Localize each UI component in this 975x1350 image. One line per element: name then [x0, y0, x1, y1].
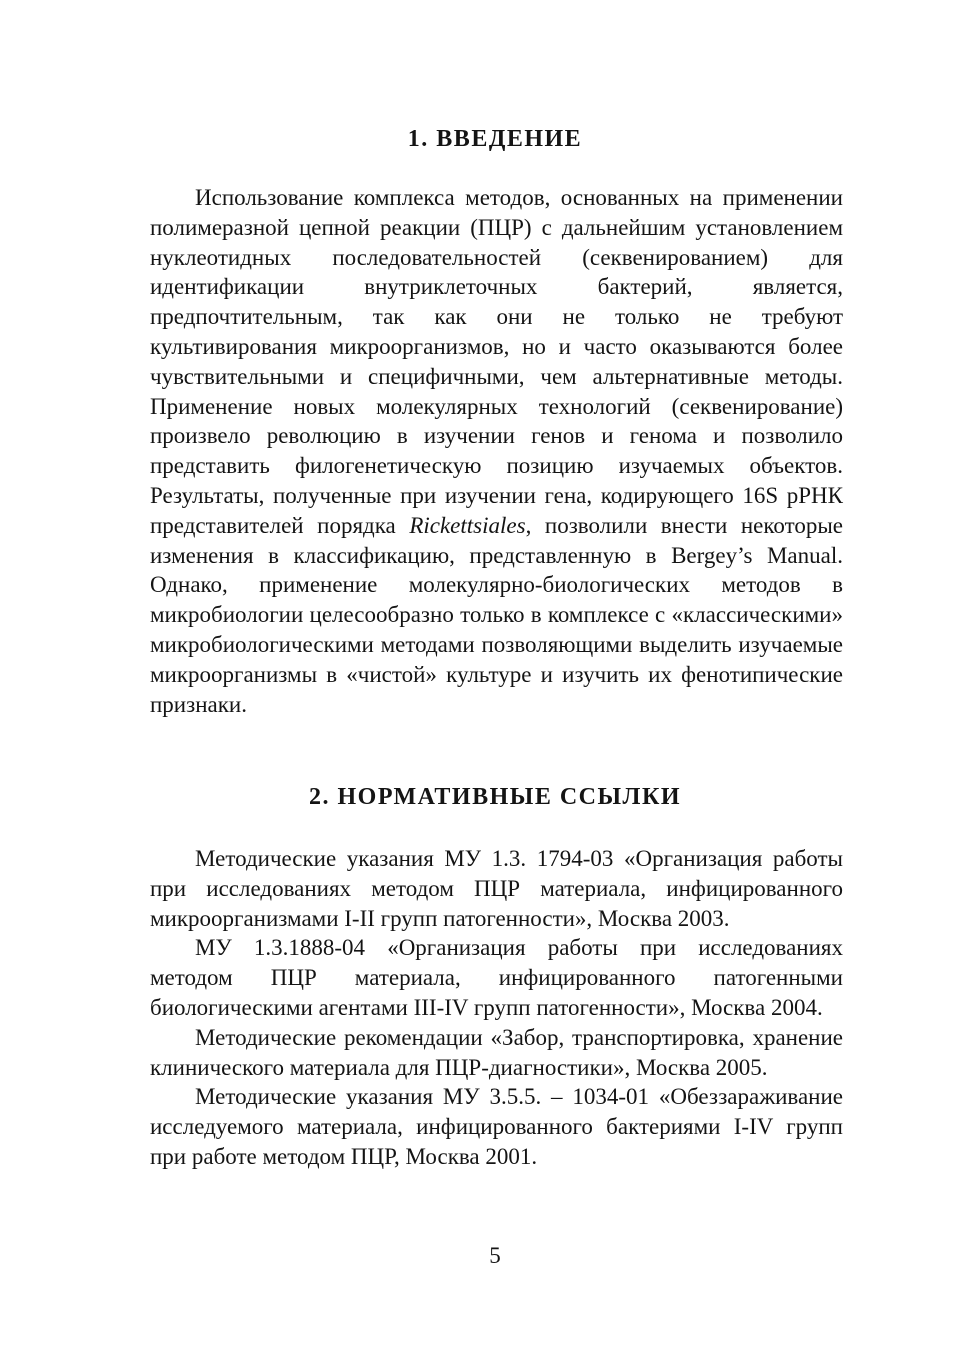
section-heading-normative-references: 2. НОРМАТИВНЫЕ ССЫЛКИ [308, 784, 682, 810]
reference-item: Методические рекомендации «Забор, транспортировка, хранение клинического материала для ПЦР-диагностики», Москва 2005. [150, 1024, 843, 1080]
reference-item: Методические указания МУ 1.3. 1794-03 «Организация работы при исследованиях методом ПЦР материала, инфицированного микроорганизмами I-II групп патогенности», Москва 2003. [150, 846, 843, 931]
reference-item: Методические указания МУ 3.5.5. – 1034-01 «Обеззараживание исследуемого материала, инфицированного бактериями I-IV групп при работе методом ПЦР, Москва 2001. [150, 1084, 843, 1169]
page-number: 5 [489, 1243, 501, 1268]
references-list [150, 844, 843, 1172]
introduction-paragraph [150, 183, 843, 719]
section-heading-introduction: 1. ВВЕДЕНИЕ [407, 126, 583, 152]
introduction-text-part-2: , позволили внести некоторые изменения в классификацию, представленную в Bergey’s Manual. Однако, применение молекулярно-биологических методов в микробиологии целесообразно только в комплексе с «классическими» микробиологическими методами позволяющими выделить изучаемые микроорганизмы в «чистой» культуре и изучить их фенотипические признаки. [150, 512, 844, 717]
taxon-name-italic: Rickettsiales [409, 512, 526, 538]
reference-item: МУ 1.3.1888-04 «Организация работы при исследованиях методом ПЦР материала, инфицированного патогенными биологическими агентами III-IV групп патогенности», Москва 2004. [150, 935, 843, 1020]
introduction-text-part-1: Использование комплекса методов, основанных на применении полимеразной цепной реакции (ПЦР) с дальнейшим установлением нуклеотидных последовательностей (секвенированием) для идентификации внутриклеточных бактерий, является, предпочтительным, так как они не только не требуют культивирования микроорганизмов, но и часто оказываются более чувствительными и специфичными, чем альтернативные методы. Применение новых молекулярных технологий (секвенирование) произвело революцию в изучении генов и генома и позволило представить филогенетическую позицию изучаемых объектов. Результаты, полученные при изучении гена, кодирующего 16S рРНК представителей порядка [150, 185, 843, 538]
introduction-text [150, 183, 843, 719]
